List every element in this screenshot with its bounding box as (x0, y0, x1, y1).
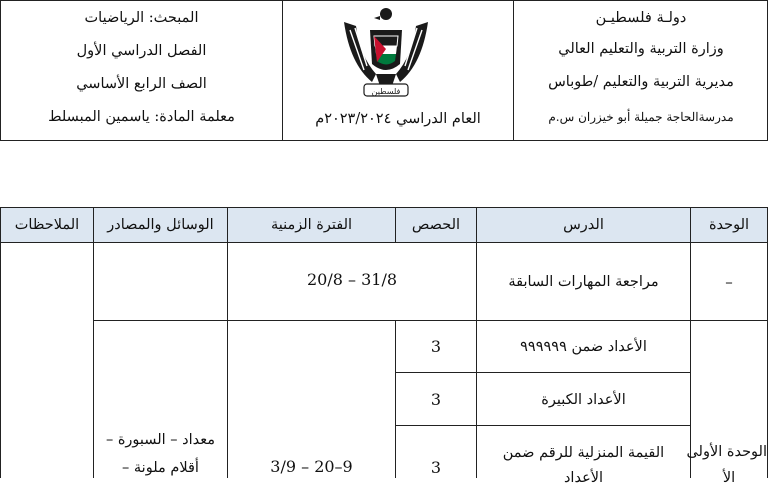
unit1-resources-1: معداد – السبورة – (105, 432, 216, 448)
unit1-lesson-3-cont: الأعداد (563, 470, 604, 486)
row1-bottom (93, 320, 768, 321)
col-header-resources: الوسائل والمصادر (107, 217, 214, 233)
unit1-periods-2: 3 (430, 390, 442, 409)
table-header-bottom (0, 242, 768, 243)
header-bottom-border (0, 140, 768, 141)
col-divider-lesson (690, 207, 691, 478)
school-name: مدرسةالحاجة جميلة أبو خيزران س.م (548, 110, 734, 124)
emblem-caption: فلسطين (371, 87, 401, 96)
col-header-lesson: الدرس (563, 217, 604, 233)
lesson1-bottom (395, 372, 690, 373)
palestine-eagle-emblem-icon (336, 4, 436, 100)
unit1-name: الوحدة الأولى (686, 444, 767, 460)
unit1-period: 3/9 – 20–9 (270, 457, 353, 476)
col-divider-resources (227, 207, 228, 478)
unit1-name-cont: الأ (722, 470, 736, 486)
grade-label: الصف الرابع الأساسي (76, 76, 207, 92)
unit1-periods-1: 3 (430, 337, 442, 356)
row1-period: 20/8 – 31/8 (306, 270, 398, 289)
teacher-label: معلمة المادة: ياسمين المبسلط (48, 109, 235, 125)
col-header-notes: الملاحظات (14, 217, 80, 233)
directorate-name: مديرية التربية والتعليم /طوباس (548, 74, 734, 90)
unit1-lesson-2: الأعداد الكبيرة (541, 392, 626, 408)
semester-label: الفصل الدراسي الأول (76, 43, 207, 59)
col-header-period: الفترة الزمنية (270, 217, 353, 233)
col-header-unit: الوحدة (708, 217, 750, 233)
unit1-lesson-1: الأعداد ضمن ٩٩٩٩٩٩ (520, 339, 647, 355)
row1-lesson: مراجعة المهارات السابقة (508, 274, 659, 290)
table-left-border (0, 207, 1, 478)
ministry-name: وزارة التربية والتعليم العالي (558, 41, 724, 57)
subject-label: المبحث: الرياضيات (84, 10, 199, 26)
unit1-periods-3: 3 (430, 458, 442, 477)
header-top-border (0, 0, 768, 1)
unit1-resources-2: أقلام ملونة – (122, 460, 199, 476)
lesson2-bottom (395, 425, 690, 426)
academic-year: العام الدراسي ٢٠٢٣/٢٠٢٤م (315, 111, 481, 127)
unit1-lesson-3: القيمة المنزلية للرقم ضمن (502, 445, 665, 461)
col-header-periods: الحصص (411, 217, 461, 233)
table-top-border (0, 207, 768, 208)
row1-unit: – (725, 273, 733, 291)
country-name: دولـة فلسطيـن (595, 10, 687, 26)
